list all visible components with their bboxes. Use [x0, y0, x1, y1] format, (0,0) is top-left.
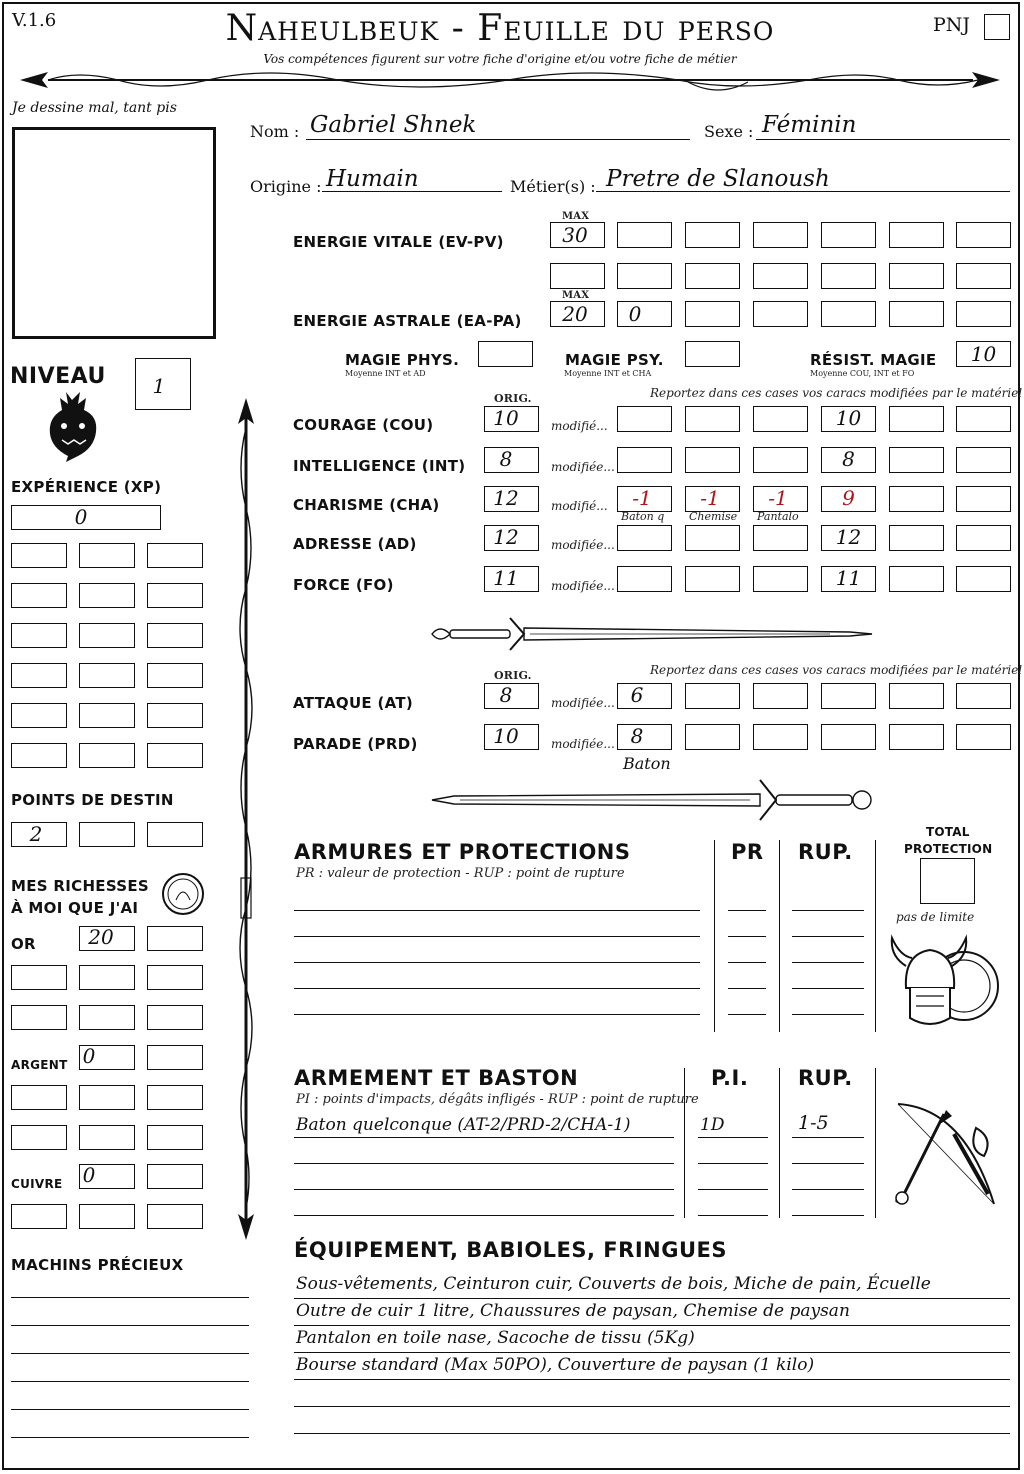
- nom-label: Nom :: [250, 122, 300, 141]
- or-value: 20: [88, 925, 114, 949]
- cuivre-box[interactable]: [79, 1204, 135, 1229]
- xp-tally-box[interactable]: [11, 743, 67, 768]
- ev-box[interactable]: [550, 263, 605, 289]
- combat-mod-box-prd[interactable]: [753, 724, 808, 750]
- stat-mod-box-cou[interactable]: [889, 406, 944, 432]
- xp-tally-box[interactable]: [79, 743, 135, 768]
- dragon-icon: [38, 390, 106, 464]
- ev-max-label: MAX: [562, 211, 590, 222]
- ev-box[interactable]: [685, 222, 740, 248]
- modifie-label: modifiée...: [551, 460, 615, 474]
- cha-mod-source: Pantalo: [757, 510, 799, 523]
- weapon-divider: [875, 1068, 876, 1218]
- richesses-label-2: À MOI QUE J'AI: [11, 899, 139, 917]
- or-box[interactable]: [147, 926, 203, 951]
- precious-line: [11, 1353, 249, 1354]
- stat-orig-value-int: 8: [499, 447, 513, 471]
- niveau-label: NIVEAU: [10, 364, 106, 389]
- equipment-line[interactable]: [294, 1433, 1010, 1434]
- combat-mod-box-prd[interactable]: [821, 724, 876, 750]
- coin-icon: [160, 872, 206, 916]
- armor-divider: [875, 840, 876, 1032]
- total-protection-label-2: PROTECTION: [904, 842, 993, 856]
- or-box[interactable]: [11, 965, 67, 990]
- sexe-underline: [756, 139, 1010, 140]
- machins-precieux-label: MACHINS PRÉCIEUX: [11, 1256, 184, 1274]
- equipment-item[interactable]: Sous-vêtements, Ceinturon cuir, Couverts de bois, Miche de pain, Écuelle: [296, 1274, 931, 1294]
- argent-label: ARGENT: [11, 1058, 68, 1072]
- stat-mod-box-ad[interactable]: [753, 525, 808, 551]
- cuivre-box[interactable]: [147, 1164, 203, 1189]
- argent-box[interactable]: [11, 1125, 67, 1150]
- ea-box[interactable]: [685, 301, 740, 327]
- stat-orig-value-ad: 12: [493, 525, 519, 549]
- modifiee-label: modifiée...: [551, 696, 615, 710]
- xp-tally-box[interactable]: [79, 623, 135, 648]
- stat-mod-box-int[interactable]: [956, 447, 1011, 473]
- equipment-line[interactable]: [294, 1325, 1010, 1326]
- cha-mod-source: Chemise: [689, 510, 738, 523]
- origine-underline: [322, 191, 502, 192]
- combat-mod-box-at[interactable]: [821, 683, 876, 709]
- header-spear-ornament: [8, 62, 1012, 98]
- spear-ornament: [226, 398, 266, 1240]
- combat-mod-box-prd[interactable]: [685, 724, 740, 750]
- stat-mod-box-cou[interactable]: [753, 406, 808, 432]
- page-subtitle: Vos compétences figurent sur votre fiche d'origine et/ou votre fiche de métier: [263, 52, 737, 66]
- equipment-item[interactable]: Bourse standard (Max 50PO), Couverture de paysan (1 kilo): [296, 1355, 815, 1375]
- xp-tally-box[interactable]: [11, 543, 67, 568]
- destin-box[interactable]: [147, 822, 203, 847]
- modifie-label: modifiée...: [551, 579, 615, 593]
- cha-mod-value: -1: [768, 486, 788, 510]
- argent-box[interactable]: [11, 1085, 67, 1110]
- ea-box[interactable]: [821, 301, 876, 327]
- pnj-label: PNJ: [933, 14, 971, 36]
- argent-box[interactable]: [147, 1085, 203, 1110]
- equipment-item[interactable]: Outre de cuir 1 litre, Chaussures de paysan, Chemise de paysan: [296, 1301, 850, 1321]
- armor-divider: [779, 840, 780, 1032]
- sword-ornament: [430, 776, 875, 824]
- armor-pr-line[interactable]: [728, 962, 766, 963]
- xp-value: 0: [74, 505, 88, 529]
- argent-box[interactable]: [79, 1085, 135, 1110]
- precious-line: [11, 1325, 249, 1326]
- equipment-line[interactable]: [294, 1379, 1010, 1380]
- ev-box[interactable]: [617, 263, 672, 289]
- armures-hint: PR : valeur de protection - RUP : point de rupture: [296, 866, 625, 881]
- sexe-label: Sexe :: [704, 122, 754, 141]
- modifie-label: modifiée...: [551, 538, 615, 552]
- armor-rup-line[interactable]: [792, 988, 864, 989]
- argent-box[interactable]: [147, 1125, 203, 1150]
- ev-box[interactable]: [617, 222, 672, 248]
- stat-mod-box-cha[interactable]: [956, 486, 1011, 512]
- richesses-label-1: MES RICHESSES: [11, 877, 150, 895]
- ev-box[interactable]: [753, 222, 808, 248]
- or-box[interactable]: [11, 1005, 67, 1030]
- weapon-pi-line[interactable]: [698, 1163, 768, 1164]
- stat-mod-box-fo[interactable]: [753, 566, 808, 592]
- destin-label: POINTS DE DESTIN: [11, 791, 174, 809]
- armures-title: ARMURES ET PROTECTIONS: [294, 840, 631, 864]
- resist-magie-label: RÉSIST. MAGIE: [810, 351, 937, 369]
- rup-col-label: RUP.: [798, 840, 853, 864]
- ev-box[interactable]: [685, 263, 740, 289]
- nom-value[interactable]: Gabriel Shnek: [310, 112, 477, 138]
- weapon-pi-line[interactable]: [698, 1215, 768, 1216]
- xp-tally-box[interactable]: [79, 663, 135, 688]
- cha-mod-value: -1: [700, 486, 720, 510]
- combat-orig-label: ORIG.: [494, 669, 532, 682]
- weapon-rup-line[interactable]: [792, 1189, 864, 1190]
- weapon-divider: [779, 1068, 780, 1218]
- stat-orig-value-cou: 10: [493, 406, 519, 430]
- combat-mod-box-prd[interactable]: [956, 724, 1011, 750]
- weapon-rup-line[interactable]: [792, 1163, 864, 1164]
- or-box[interactable]: [147, 1005, 203, 1030]
- modifie-label: modifié...: [551, 499, 608, 513]
- or-label: OR: [11, 935, 36, 953]
- precious-line: [11, 1437, 249, 1438]
- argent-box[interactable]: [79, 1125, 135, 1150]
- stat-mod-box-fo[interactable]: [617, 566, 672, 592]
- stat-label-int: INTELLIGENCE (INT): [293, 457, 466, 475]
- armor-rup-line[interactable]: [792, 1014, 864, 1015]
- xp-tally-box[interactable]: [147, 743, 203, 768]
- or-box[interactable]: [79, 1005, 135, 1030]
- weapon-entry-line[interactable]: [294, 1189, 674, 1190]
- weapon-entry-line[interactable]: [294, 1215, 674, 1216]
- stat-label-cou: COURAGE (COU): [293, 416, 434, 434]
- stat-mod-box-ad[interactable]: [685, 525, 740, 551]
- magie-phys-label: MAGIE PHYS.: [345, 351, 460, 369]
- xp-tally-box[interactable]: [147, 663, 203, 688]
- sexe-value[interactable]: Féminin: [762, 112, 857, 138]
- armor-rup-line[interactable]: [792, 962, 864, 963]
- or-box[interactable]: [147, 965, 203, 990]
- ev-box[interactable]: [956, 222, 1011, 248]
- combat-mod-value-at: 6: [630, 683, 644, 707]
- niveau-value: 1: [152, 374, 166, 398]
- weapon-rup-line[interactable]: [792, 1137, 864, 1138]
- stat-mod-box-int[interactable]: [685, 447, 740, 473]
- modifiee-label: modifiée...: [551, 737, 615, 751]
- combat-mod-box-at[interactable]: [685, 683, 740, 709]
- ea-box[interactable]: [956, 301, 1011, 327]
- ea-max-label: MAX: [562, 290, 590, 301]
- combat-mod-source: Baton: [623, 754, 671, 773]
- argent-box[interactable]: [147, 1045, 203, 1070]
- xp-tally-box[interactable]: [79, 703, 135, 728]
- ea-label: ENERGIE ASTRALE (EA-PA): [293, 312, 522, 330]
- stat-mod-box-ad[interactable]: [889, 525, 944, 551]
- armor-pr-line[interactable]: [728, 910, 766, 911]
- weapon-pi[interactable]: 1D: [700, 1115, 725, 1135]
- metier-label: Métier(s) :: [510, 177, 596, 196]
- xp-tally-box[interactable]: [147, 623, 203, 648]
- precious-line: [11, 1297, 249, 1298]
- cuivre-box[interactable]: [11, 1204, 67, 1229]
- cuivre-value: 0: [82, 1163, 96, 1187]
- armor-entry-line[interactable]: [294, 962, 700, 963]
- combat-label-prd: PARADE (PRD): [293, 735, 418, 753]
- resist-magie-hint: Moyenne COU, INT et FO: [810, 369, 915, 378]
- xp-tally-box[interactable]: [11, 623, 67, 648]
- equipment-line[interactable]: [294, 1298, 1010, 1299]
- version-label: V.1.6: [12, 10, 57, 31]
- stat-mod-box-fo[interactable]: [685, 566, 740, 592]
- ea-current-value: 0: [628, 302, 642, 326]
- portrait-caption: Je dessine mal, tant pis: [12, 100, 177, 116]
- combat-mod-value-prd: 8: [630, 724, 644, 748]
- stat-label-cha: CHARISME (CHA): [293, 496, 440, 514]
- pnj-checkbox[interactable]: [984, 14, 1010, 40]
- armor-pr-line[interactable]: [728, 988, 766, 989]
- combat-report-note: Reportez dans ces cases vos caracs modifiées par le matériel: [650, 663, 1023, 677]
- xp-tally-box[interactable]: [147, 703, 203, 728]
- weapon-rup-line[interactable]: [792, 1215, 864, 1216]
- equipment-line[interactable]: [294, 1406, 1010, 1407]
- combat-orig-value-prd: 10: [493, 724, 519, 748]
- cha-mod-source: Baton q: [621, 510, 665, 523]
- xp-tally-box[interactable]: [11, 663, 67, 688]
- no-limit-note: pas de limite: [896, 910, 975, 924]
- ea-max-value: 20: [562, 302, 588, 326]
- xp-label: EXPÉRIENCE (XP): [11, 478, 162, 496]
- weapon-rup[interactable]: 1-5: [798, 1112, 829, 1134]
- magie-psy-label: MAGIE PSY.: [565, 351, 664, 369]
- stat-final-value-fo: 11: [835, 566, 862, 590]
- equipement-title: ÉQUIPEMENT, BABIOLES, FRINGUES: [294, 1238, 727, 1262]
- xp-tally-box[interactable]: [79, 583, 135, 608]
- stat-label-fo: FORCE (FO): [293, 576, 394, 594]
- stat-mod-box-cou[interactable]: [617, 406, 672, 432]
- argent-value: 0: [82, 1044, 96, 1068]
- stat-label-ad: ADRESSE (AD): [293, 535, 417, 553]
- stat-final-value-cou: 10: [835, 406, 862, 430]
- stat-orig-value-fo: 11: [493, 566, 519, 590]
- combat-mod-box-at[interactable]: [889, 683, 944, 709]
- pr-col-label: PR: [731, 840, 764, 864]
- portrait-box[interactable]: [12, 127, 216, 339]
- ev-box[interactable]: [956, 263, 1011, 289]
- ev-max-value: 30: [562, 223, 588, 247]
- armor-pr-line[interactable]: [728, 1014, 766, 1015]
- stat-mod-box-cha[interactable]: [889, 486, 944, 512]
- ea-box[interactable]: [889, 301, 944, 327]
- cuivre-label: CUIVRE: [11, 1177, 63, 1191]
- combat-mod-box-at[interactable]: [956, 683, 1011, 709]
- ev-box[interactable]: [821, 263, 876, 289]
- armor-rup-line[interactable]: [792, 910, 864, 911]
- sword-ornament: [430, 612, 875, 656]
- xp-tally-box[interactable]: [11, 703, 67, 728]
- pi-col-label: P.I.: [711, 1066, 749, 1090]
- armement-title: ARMEMENT ET BASTON: [294, 1066, 579, 1090]
- armor-rup-line[interactable]: [792, 936, 864, 937]
- equipment-line[interactable]: [294, 1352, 1010, 1353]
- origine-label: Origine :: [250, 177, 322, 196]
- magie-phys-hint: Moyenne INT et AD: [345, 369, 426, 378]
- stat-mod-box-int[interactable]: [889, 447, 944, 473]
- armor-entry-line[interactable]: [294, 988, 700, 989]
- or-box[interactable]: [79, 965, 135, 990]
- weapons-icon: [884, 1094, 1008, 1220]
- weapon-pi-line[interactable]: [698, 1189, 768, 1190]
- ev-box[interactable]: [889, 222, 944, 248]
- combat-mod-box-prd[interactable]: [889, 724, 944, 750]
- magie-phys-box[interactable]: [478, 341, 533, 367]
- total-protection-label-1: TOTAL: [926, 825, 970, 839]
- equipment-item[interactable]: Pantalon en toile nase, Sacoche de tissu (5Kg): [296, 1328, 695, 1348]
- origine-value[interactable]: Humain: [326, 166, 419, 192]
- xp-tally-box[interactable]: [147, 583, 203, 608]
- armor-entry-line[interactable]: [294, 1014, 700, 1015]
- metier-underline: [596, 191, 1010, 192]
- nom-underline: [306, 139, 690, 140]
- magie-psy-hint: Moyenne INT et CHA: [564, 369, 652, 378]
- stat-mod-box-int[interactable]: [617, 447, 672, 473]
- helmet-shield-icon: [886, 926, 1002, 1038]
- cuivre-box[interactable]: [147, 1204, 203, 1229]
- stat-mod-box-int[interactable]: [753, 447, 808, 473]
- stat-mod-box-ad[interactable]: [956, 525, 1011, 551]
- armement-hint: PI : points d'impacts, dégâts infligés - RUP : point de rupture: [296, 1092, 699, 1107]
- precious-line: [11, 1381, 249, 1382]
- combat-label-at: ATTAQUE (AT): [293, 694, 414, 712]
- stat-final-value-ad: 12: [835, 525, 862, 549]
- armor-entry-line[interactable]: [294, 936, 700, 937]
- page-title: Naheulbeuk - Feuille du perso: [225, 8, 775, 49]
- stat-mod-box-ad[interactable]: [617, 525, 672, 551]
- precious-line: [11, 1409, 249, 1410]
- stat-mod-box-cou[interactable]: [685, 406, 740, 432]
- combat-mod-box-at[interactable]: [753, 683, 808, 709]
- ev-label: ENERGIE VITALE (EV-PV): [293, 233, 504, 251]
- stat-mod-box-fo[interactable]: [956, 566, 1011, 592]
- weapon-pi-line[interactable]: [698, 1137, 768, 1138]
- destin-value: 2: [29, 822, 43, 846]
- stat-mod-box-cou[interactable]: [956, 406, 1011, 432]
- stat-orig-value-cha: 12: [493, 486, 519, 510]
- combat-orig-value-at: 8: [499, 683, 513, 707]
- stat-mod-box-fo[interactable]: [889, 566, 944, 592]
- report-note: Reportez dans ces cases vos caracs modifiées par le matériel: [650, 386, 1023, 400]
- weapon-rup-col-label: RUP.: [798, 1066, 853, 1090]
- cha-mod-value: -1: [632, 486, 652, 510]
- modifie-label: modifié...: [551, 419, 608, 433]
- stat-final-value-int: 8: [842, 447, 855, 471]
- armor-pr-line[interactable]: [728, 936, 766, 937]
- resist-magie-value: 10: [970, 342, 997, 366]
- metier-value[interactable]: Pretre de Slanoush: [606, 166, 830, 192]
- xp-tally-box[interactable]: [11, 583, 67, 608]
- ev-box[interactable]: [753, 263, 808, 289]
- total-protection-box[interactable]: [920, 858, 975, 904]
- magie-psy-box[interactable]: [685, 341, 740, 367]
- ea-box[interactable]: [753, 301, 808, 327]
- ev-box[interactable]: [821, 222, 876, 248]
- xp-tally-box[interactable]: [79, 543, 135, 568]
- weapon-divider: [684, 1068, 685, 1218]
- ev-box[interactable]: [889, 263, 944, 289]
- weapon-entry-line[interactable]: [294, 1163, 674, 1164]
- orig-label: ORIG.: [494, 392, 532, 405]
- destin-box[interactable]: [79, 822, 135, 847]
- armor-entry-line[interactable]: [294, 910, 700, 911]
- weapon-entry-line[interactable]: [294, 1137, 674, 1138]
- armor-divider: [714, 840, 715, 1032]
- xp-tally-box[interactable]: [147, 543, 203, 568]
- weapon-name[interactable]: Baton quelconque (AT-2/PRD-2/CHA-1): [296, 1115, 631, 1135]
- stat-final-value-cha: 9: [842, 486, 855, 510]
